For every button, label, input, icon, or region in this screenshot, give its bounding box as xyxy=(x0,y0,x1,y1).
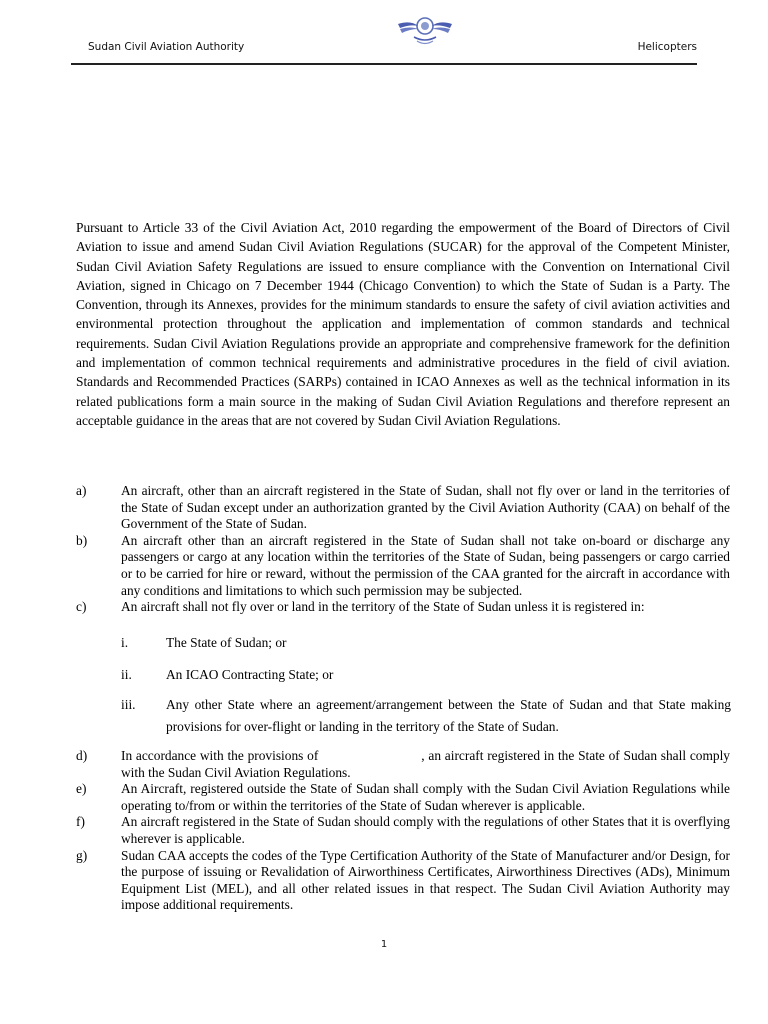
list-item-text: Sudan CAA accepts the codes of the Type Certification Authority of the State of Manufacturer and/or Design, for the purpose of issuing or Revalidation of Airworthiness Certificates, Airworthiness Directives (ADs), Minimum Equipment List (MEL), and all other related issues in that respect. The Sudan Civil Aviation Authority may impose additional requirements. xyxy=(121,847,730,913)
list-item-a xyxy=(76,483,730,533)
sub-list-registration-states xyxy=(121,632,731,654)
list-marker: c) xyxy=(76,599,87,615)
sub-list-marker: i. xyxy=(121,635,129,650)
list-item-b xyxy=(76,533,730,599)
regulation-list-a-c xyxy=(76,483,730,616)
list-item-text xyxy=(121,748,730,781)
sudan-caa-logo-icon xyxy=(396,12,454,48)
list-item-text: An aircraft shall not fly over or land in the territory of the State of Sudan unless it is registered in: xyxy=(121,599,645,615)
sub-list-registration-states-3 xyxy=(121,694,731,738)
sub-list-item-text: The State of Sudan; or xyxy=(166,635,287,650)
list-item-e xyxy=(76,781,730,814)
header-divider xyxy=(71,63,697,65)
sub-list-marker: iii. xyxy=(121,697,136,712)
sub-list-item-iii xyxy=(121,694,731,738)
sub-list-item-ii xyxy=(121,664,731,686)
list-item-text: An aircraft registered in the State of Sudan should comply with the regulations of other States that it is overflying wherever is applicable. xyxy=(121,814,730,846)
list-marker: d) xyxy=(76,748,88,763)
list-item-text-after: , an aircraft registered in the State of Sudan shall comply with the Sudan Civil Aviation Regulations. xyxy=(121,748,730,780)
sub-list-item-text: An ICAO Contracting State; or xyxy=(166,667,334,682)
list-marker: e) xyxy=(76,781,87,797)
intro-paragraph: Pursuant to Article 33 of the Civil Aviation Act, 2010 regarding the empowerment of the Board of Directors of Civil Aviation to issue and amend Sudan Civil Aviation Regulations (SUCAR) for the approval of the Competent Minister, Sudan Civil Aviation Safety Regulations are issued to ensure compliance with the Convention on International Civil Aviation, signed in Chicago on 7 December 1944 (Chicago Convention) to which the State of Sudan is a Party. The Convention, through its Annexes, provides for the minimum standards to ensure the safety of civil aviation activities and environmental protection throughout the application and implementation of common standards and technical requirements. Sudan Civil Aviation Regulations provide an appropriate and comprehensive framework for the definition and implementation of common technical requirements and administrative procedures in the field of civil aviation. Standards and Recommended Practices (SARPs) contained in ICAO Annexes as well as the technical information in its related publications form a main source in the making of Sudan Civil Aviation Regulations and therefore represent an acceptable guidance in the areas that are not covered by Sudan Civil Aviation Regulations. xyxy=(76,220,730,428)
regulation-list-d-g xyxy=(76,748,730,914)
sub-list-marker: ii. xyxy=(121,667,132,682)
sub-list-item-text: Any other State where an agreement/arrangement between the State of Sudan and that State making provisions for over-flight or landing in the territory of the State of Sudan. xyxy=(166,697,731,734)
list-item-f xyxy=(76,814,730,847)
list-item-text: An Aircraft, registered outside the State of Sudan shall comply with the Sudan Civil Aviation Regulations while operating to/from or within the territories of the State of Sudan wherever is applicable. xyxy=(121,781,730,813)
sub-list-item-i xyxy=(121,632,731,654)
list-marker: f) xyxy=(76,814,85,830)
list-item-g xyxy=(76,848,730,914)
list-item-text: An aircraft, other than an aircraft registered in the State of Sudan, shall not fly over or land in the territories of the State of Sudan except under an authorization granted by the Civil Aviation Authority (CAA) on behalf of the Government of the State of Sudan. xyxy=(121,483,730,532)
list-item-text: An aircraft other than an aircraft registered in the State of Sudan shall not take on-board or discharge any passengers or cargo at any location within the territories of the State of Sudan, being passengers or cargo carried or to be carried for hire or reward, without the permission of the CAA granted for the aircraft in accordance with any conditions and limitations to which such permission may be subjected. xyxy=(121,532,730,598)
header-document-title: Helicopters xyxy=(637,41,697,53)
list-marker: g) xyxy=(76,847,88,863)
list-item-c xyxy=(76,599,730,616)
list-marker: b) xyxy=(76,532,88,548)
sub-list-registration-states-2 xyxy=(121,664,731,686)
list-item-text-before: In accordance with the provisions of xyxy=(121,748,319,763)
list-marker: a) xyxy=(76,483,87,498)
header-organization-name: Sudan Civil Aviation Authority xyxy=(88,41,245,53)
page-number: 1 xyxy=(380,939,388,950)
list-item-d xyxy=(76,748,730,781)
